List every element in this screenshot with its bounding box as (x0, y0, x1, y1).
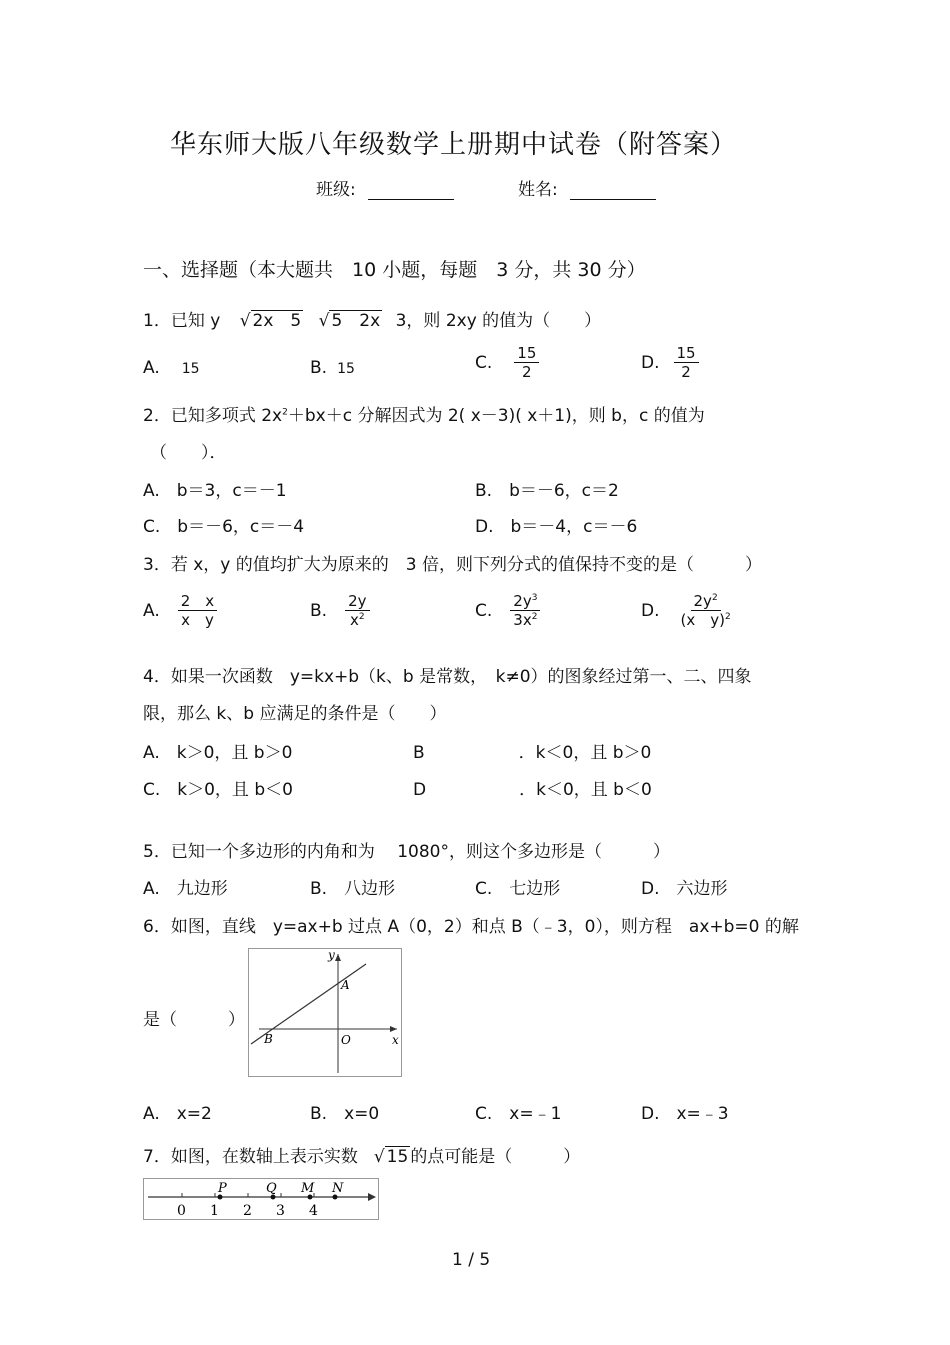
q4-option-b[interactable]: B ．k＜0，且 b＞0 (413, 743, 652, 763)
q4-option-d[interactable]: D ．k＜0，且 b＜0 (413, 780, 652, 800)
point-n-label: N (332, 1181, 344, 1196)
q6-option-b[interactable]: B. x=0 (310, 1104, 380, 1124)
q5-option-b[interactable]: B. 八边形 (310, 879, 396, 899)
q1-option-c[interactable]: C. $\frac{15}{2}$ (475, 344, 539, 381)
q2-option-b[interactable]: B. b＝－6，c＝2 (475, 481, 619, 501)
question-5-stem: 5．已知一个多边形的内角和为 1080°，则这个多边形是（ ） (143, 842, 670, 862)
origin-label: O (341, 1033, 351, 1047)
q6-option-c[interactable]: C. x=﹣1 (475, 1104, 562, 1124)
question-4-stem-cont: 限，那么 k、b 应满足的条件是（ ） (143, 704, 447, 724)
class-field (316, 175, 454, 200)
q3-option-c[interactable]: C. $\frac{2y^3}{3x^2}$ (475, 592, 540, 629)
name-label: 姓名: (518, 180, 558, 200)
tick-label-1: 1 (210, 1203, 219, 1219)
question-6-stem-cont: 是（ ） (143, 1010, 245, 1030)
q3-option-d[interactable]: D. $\frac{2y^2}{(x y)^2}$ (641, 592, 731, 629)
y-axis-label: y (328, 948, 335, 962)
question-2-stem-cont: （ ）． (150, 443, 227, 463)
class-label: 班级: (316, 180, 356, 200)
q4-option-c[interactable]: C. k＞0，且 b＜0 (143, 780, 293, 800)
question-4-stem: 4．如果一次函数 y=kx+b（k、b 是常数， k≠0）的图象经过第一、二、四象 (143, 667, 752, 687)
q7-number-line-figure (143, 1178, 379, 1220)
question-2-stem: 2．已知多项式 $2x^2+bx+c$ 分解因式为 2( x－3)( x＋1)，则 b，c 的值为 (143, 406, 705, 426)
tick-label-2: 2 (243, 1203, 252, 1219)
x-axis-arrow (390, 1026, 397, 1032)
q6-option-d[interactable]: D. x=﹣3 (641, 1104, 729, 1124)
q2-option-c[interactable]: C. b＝－6，c＝－4 (143, 517, 305, 537)
point-p-label: P (218, 1181, 227, 1196)
x-axis-label: x (392, 1033, 399, 1047)
q6-graph-figure (248, 948, 402, 1077)
page-title: 华东师大版八年级数学上册期中试卷（附答案） (170, 130, 738, 160)
q6-option-a[interactable]: A. x=2 (143, 1104, 212, 1124)
q5-option-a[interactable]: A. 九边形 (143, 879, 228, 899)
name-field (518, 175, 656, 200)
q2-option-a[interactable]: A. b＝3，c＝－1 (143, 481, 287, 501)
name-blank[interactable] (570, 183, 656, 200)
tick-label-0: 0 (177, 1203, 186, 1219)
tick-label-4: 4 (309, 1203, 318, 1219)
q1-option-a[interactable]: A. 15 (143, 358, 200, 378)
q5-option-d[interactable]: D. 六边形 (641, 879, 728, 899)
class-blank[interactable] (368, 183, 454, 200)
q4-option-a[interactable]: A. k＞0，且 b＞0 (143, 743, 293, 763)
q3-option-b[interactable]: B. $\frac{2y}{x^2}$ (310, 592, 370, 629)
q1-option-b[interactable]: B. 15 (310, 358, 355, 378)
q1-option-d[interactable]: D. $\frac{15}{2}$ (641, 344, 699, 381)
point-a-label: A (341, 978, 350, 992)
point-m-label: M (301, 1181, 315, 1196)
question-6-stem: 6．如图，直线 y=ax+b 过点 A（0，2）和点 B（﹣3，0），则方程 ax+b=0 的解 (143, 917, 799, 937)
q3-option-a[interactable]: A. $\frac{2 x}{\text{x y}}$ (143, 592, 217, 629)
question-1-stem: 1．已知 y √ 2x 5 √ 5 2x 3，则 2xy 的值为（ ） (143, 311, 602, 331)
number-line-arrow (368, 1193, 376, 1201)
page-number: 1 / 5 (452, 1250, 491, 1270)
q5-option-c[interactable]: C. 七边形 (475, 879, 561, 899)
question-7-stem: 7．如图，在数轴上表示实数 √ 15 的点可能是（ ） (143, 1147, 581, 1167)
point-q-label: Q (266, 1181, 277, 1196)
point-b-label: B (264, 1032, 273, 1046)
question-3-stem: 3．若 x，y 的值均扩大为原来的 3 倍，则下列分式的值保持不变的是（ ） (143, 555, 762, 575)
section-heading: 一、选择题（本大题共 10 小题，每题 3 分，共 30 分） (143, 259, 646, 281)
tick-label-3: 3 (276, 1203, 285, 1219)
q2-option-d[interactable]: D. b＝－4，c＝－6 (475, 517, 638, 537)
y-axis-arrow (335, 954, 341, 961)
